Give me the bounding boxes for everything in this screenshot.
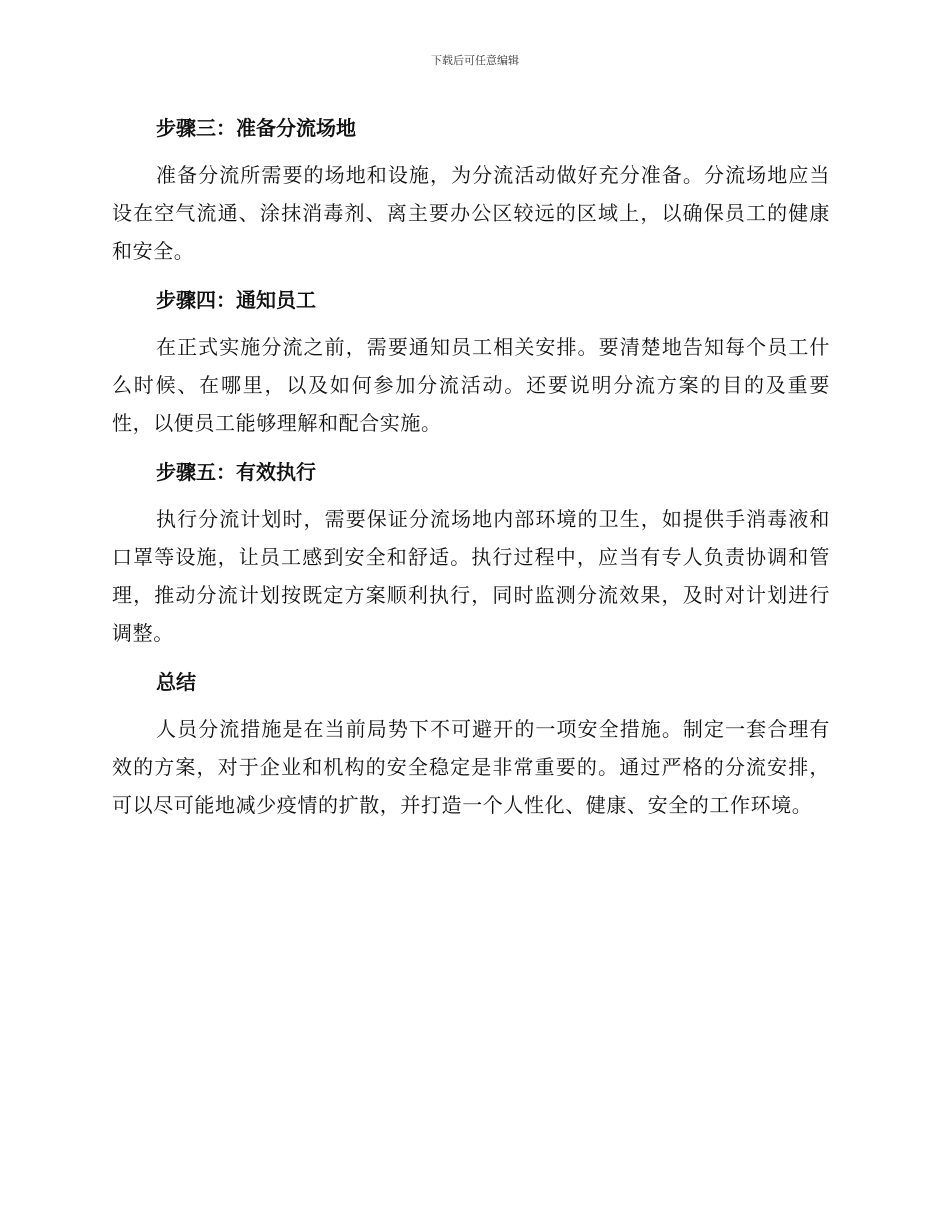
section-heading-step-3: 步骤三：准备分流场地 xyxy=(156,116,356,140)
section-paragraph-step-3: 准备分流所需要的场地和设施，为分流活动做好充分准备。分流场地应当设在空气流通、涂抹消毒剂、离主要办公区较远的区域上，以确保员工的健康和安全。 xyxy=(112,163,830,263)
section-heading-step-5: 步骤五：有效执行 xyxy=(156,460,316,484)
page-header: 下载后可任意编辑 xyxy=(431,54,519,67)
section-paragraph-step-4: 在正式实施分流之前，需要通知员工相关安排。要清楚地告知每个员工什么时候、在哪里，以及如何参加分流活动。还要说明分流方案的目的及重要性，以便员工能够理解和配合实施。 xyxy=(112,335,830,435)
document-body xyxy=(112,108,830,834)
section-heading-step-4: 步骤四：通知员工 xyxy=(156,288,316,312)
section-heading-summary: 总结 xyxy=(156,670,196,694)
section-paragraph-step-5: 执行分流计划时，需要保证分流场地内部环境的卫生，如提供手消毒液和口罩等设施，让员工感到安全和舒适。执行过程中，应当有专人负责协调和管理，推动分流计划按既定方案顺利执行，同时监测分流效果，及时对计划进行调整。 xyxy=(112,507,830,645)
section-paragraph-summary: 人员分流措施是在当前局势下不可避开的一项安全措施。制定一套合理有效的方案，对于企业和机构的安全稳定是非常重要的。通过严格的分流安排，可以尽可能地减少疫情的扩散，并打造一个人性化、健康、安全的工作环境。 xyxy=(112,717,830,817)
